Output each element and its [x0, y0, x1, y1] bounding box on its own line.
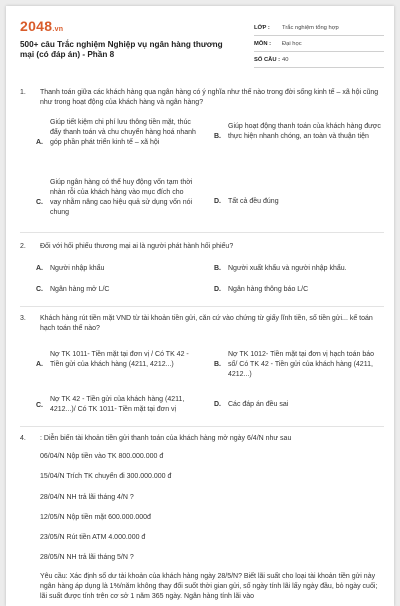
option-label: A.	[36, 139, 43, 146]
logo-suffix: .vn	[52, 26, 64, 33]
meta-value: Trắc nghiệm tổng hợp	[282, 24, 339, 31]
option-c[interactable]	[36, 395, 196, 415]
option-d[interactable]	[214, 400, 382, 410]
question-requirement: Yêu cầu: Xác định số dư tài khoản của khách hàng ngày 28/5/N? Biết lãi suất cho loại tài khoản tiền gửi này ngân hàng áp dụng là 1%/năm không thay đổi suốt thời gian gửi, số ngày tính lãi lấy ngày đầu, bỏ ngày cuối; lãi suất được tính trên cơ sở 1 năm 365 ngày. Ngân hàng tính lãi vào	[40, 573, 378, 600]
document-meta	[254, 20, 384, 68]
question-number: 2.	[20, 243, 26, 250]
question-number: 3.	[20, 315, 26, 322]
option-text: Giúp ngân hàng có thể huy động vốn tạm thời nhàn rỗi của khách hàng vào mục đích cho vay nhằm nâng cao hiệu quả sử dụng vốn nói chung	[50, 179, 193, 216]
option-label: B.	[214, 361, 221, 368]
option-b[interactable]	[214, 350, 382, 380]
option-label: D.	[214, 198, 221, 205]
option-label: C.	[36, 402, 43, 409]
question-text: Thanh toán giữa các khách hàng qua ngân hàng có ý nghĩa như thế nào trong đời sống kinh tế – xã hội cũng như trong hoạt động của khách hàng và ngân hàng?	[40, 89, 379, 106]
question-1	[20, 88, 384, 108]
site-logo[interactable]	[20, 18, 63, 34]
option-text: Nợ TK 42 - Tiền gửi của khách hàng (4211, 4212...)/ Có TK 1011- Tiền mặt tại đơn vị	[50, 396, 185, 413]
option-text: Nợ TK 1012- Tiền mặt tại đơn vị hạch toán báo sổ/ Có TK 42 - Tiền gửi của khách hàng (4211, 4212...)	[228, 351, 375, 378]
option-d[interactable]	[214, 197, 382, 207]
option-c[interactable]	[36, 285, 196, 295]
question-text: Khách hàng rút tiền mặt VND từ tài khoản tiền gửi, căn cứ vào chứng từ giấy lĩnh tiền, số tiền gửi... kế toán hạch toán thế nào?	[40, 315, 373, 332]
option-label: A.	[36, 265, 43, 272]
document-header	[20, 18, 384, 72]
option-label: A.	[36, 361, 43, 368]
option-text: Ngân hàng mở L/C	[50, 286, 110, 293]
option-label: B.	[214, 133, 221, 140]
option-label: B.	[214, 265, 221, 272]
meta-row-subject	[254, 36, 384, 52]
divider	[20, 232, 384, 233]
question-4	[20, 434, 384, 444]
meta-key: LỚP :	[254, 24, 270, 31]
transaction-line: 23/05/N Rút tiền ATM 4.000.000 đ	[40, 534, 146, 541]
meta-key: SỐ CÂU :	[254, 56, 281, 63]
question-text: : Diễn biến tài khoản tiền gửi thanh toán của khách hàng mở ngày 6/4/N như sau	[40, 435, 292, 442]
option-d[interactable]	[214, 285, 382, 295]
option-c[interactable]	[36, 178, 196, 218]
meta-row-class	[254, 20, 384, 36]
divider	[20, 306, 384, 307]
question-text: Đối với hối phiếu thương mại ai là người phát hành hối phiếu?	[40, 243, 234, 250]
option-text: Người xuất khẩu và người nhập khẩu.	[228, 265, 347, 272]
question-number: 4.	[20, 435, 26, 442]
option-text: Ngân hàng thông báo L/C	[228, 286, 309, 293]
transaction-line: 12/05/N Nộp tiền mặt 600.000.000đ	[40, 514, 151, 521]
option-text: Người nhập khẩu	[50, 265, 105, 272]
question-number: 1.	[20, 89, 26, 96]
meta-key: MÔN :	[254, 40, 272, 47]
transaction-line: 15/04/N Trích TK chuyển đi 300.000.000 đ	[40, 473, 172, 480]
question-2	[20, 242, 384, 252]
option-text: Nợ TK 1011- Tiền mặt tại đơn vị / Có TK 42 - Tiền gửi của khách hàng (4211, 4212...)	[50, 351, 189, 368]
option-text: Các đáp án đều sai	[228, 401, 289, 408]
transaction-line: 28/04/N NH trả lãi tháng 4/N ?	[40, 494, 134, 501]
option-label: D.	[214, 401, 221, 408]
option-a[interactable]	[36, 118, 196, 148]
option-text: Giúp hoạt động thanh toán của khách hàng được thực hiện nhanh chóng, an toàn và thuận tiện	[228, 123, 381, 140]
option-text: Giúp tiết kiệm chi phí lưu thông tiền mặt, thúc đẩy thanh toán và chu chuyển hàng hoá nhanh góp phần phát triển kinh tế – xã hội	[50, 119, 196, 146]
option-b[interactable]	[214, 122, 382, 142]
option-a[interactable]	[36, 350, 196, 370]
meta-value: Đại học	[282, 40, 302, 47]
option-text: Tất cả đều đúng	[228, 198, 279, 205]
divider	[20, 426, 384, 427]
option-label: D.	[214, 286, 221, 293]
option-b[interactable]	[214, 264, 382, 274]
transaction-line: 28/05/N NH trả lãi tháng 5/N ?	[40, 554, 134, 561]
meta-value: 40	[282, 56, 289, 63]
logo-text: 2048	[20, 18, 53, 34]
document-title: 500+ câu Trắc nghiệm Nghiệp vụ ngân hàng thương mại (có đáp án) - Phần 8	[20, 40, 223, 59]
document-page	[6, 6, 394, 606]
option-label: C.	[36, 286, 43, 293]
option-a[interactable]	[36, 264, 196, 274]
question-3	[20, 314, 384, 334]
option-label: C.	[36, 199, 43, 206]
transaction-line: 06/04/N Nộp tiền vào TK 800.000.000 đ	[40, 453, 164, 460]
meta-row-count	[254, 52, 384, 68]
